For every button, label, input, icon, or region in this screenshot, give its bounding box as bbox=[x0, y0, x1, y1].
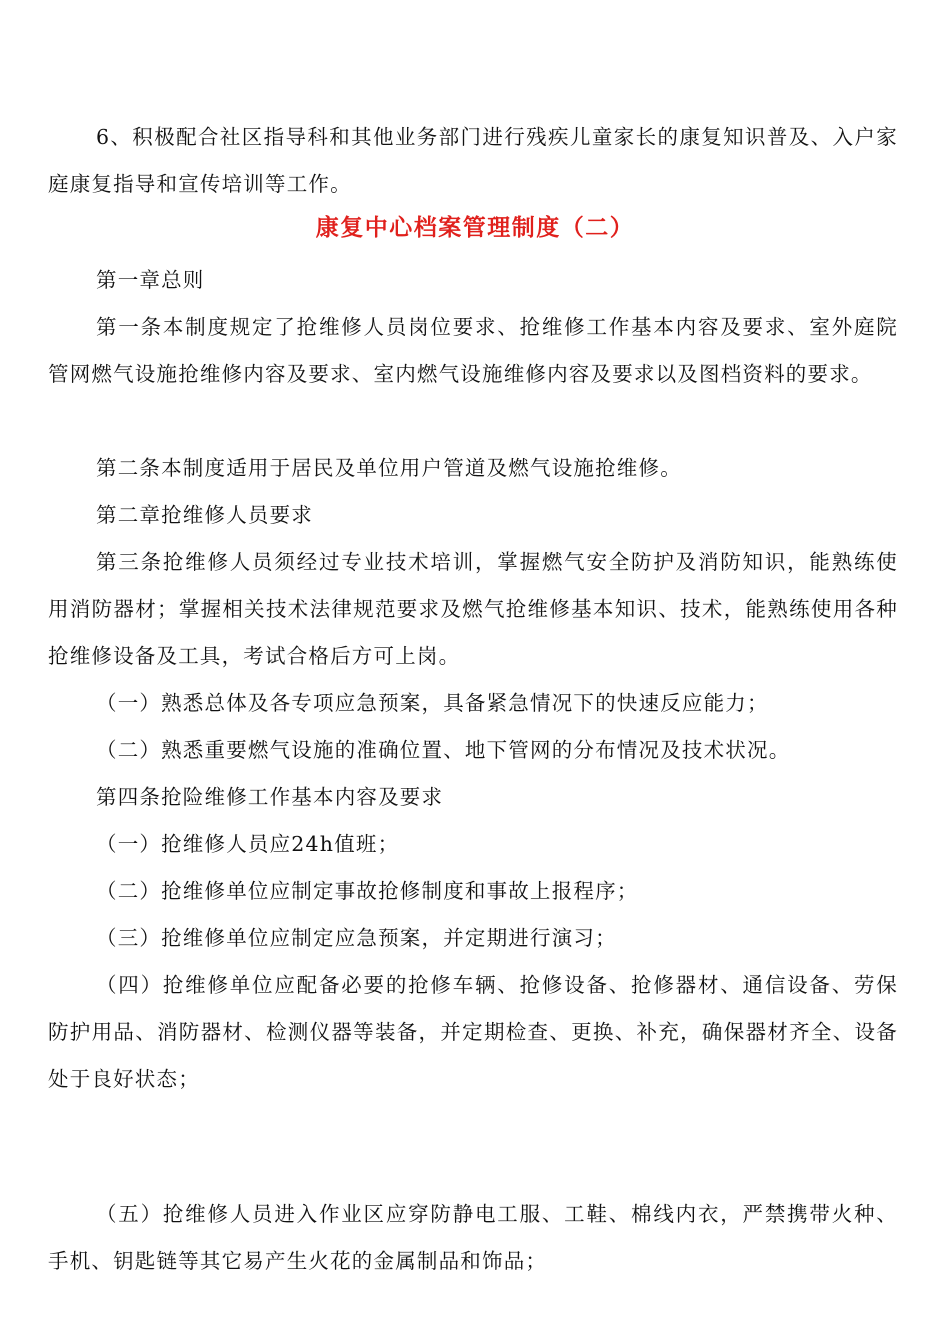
article-3: 第三条抢维修人员须经过专业技术培训，掌握燃气安全防护及消防知识，能熟练使用消防器材；掌握相关技术法律规范要求及燃气抢维修基本知识、技术，能熟练使用各种抢维修设备及工具，考试合格后方可上岗。 bbox=[48, 550, 898, 668]
article-4-item-2: （二）抢维修单位应制定事故抢修制度和事故上报程序； bbox=[96, 879, 639, 903]
article-2: 第二条本制度适用于居民及单位用户管道及燃气设施抢维修。 bbox=[96, 456, 682, 480]
chapter-heading-1: 第一章总则 bbox=[96, 268, 205, 292]
document-title: 康复中心档案管理制度（二） bbox=[315, 214, 635, 241]
article-4-item-4: （四）抢维修单位应配备必要的抢修车辆、抢修设备、抢修器材、通信设备、劳保防护用品、消防器材、检测仪器等装备，并定期检查、更换、补充，确保器材齐全、设备处于良好状态； bbox=[48, 973, 898, 1091]
article-4-item-1: （一）抢维修人员应24h值班； bbox=[96, 832, 400, 856]
article-3-item-2: （二）熟悉重要燃气设施的准确位置、地下管网的分布情况及技术状况。 bbox=[96, 738, 791, 762]
chapter-heading-2: 第二章抢维修人员要求 bbox=[96, 503, 313, 527]
intro-paragraph: 6、积极配合社区指导科和其他业务部门进行残疾儿童家长的康复知识普及、入户家庭康复指导和宣传培训等工作。 bbox=[48, 125, 898, 196]
article-4-item-3: （三）抢维修单位应制定应急预案，并定期进行演习； bbox=[96, 926, 617, 950]
article-4-item-5: （五）抢维修人员进入作业区应穿防静电工服、工鞋、棉线内衣，严禁携带火种、手机、钥匙链等其它易产生火花的金属制品和饰品； bbox=[48, 1202, 898, 1273]
article-4: 第四条抢险维修工作基本内容及要求 bbox=[96, 785, 444, 809]
article-3-item-1: （一）熟悉总体及各专项应急预案，具备紧急情况下的快速反应能力； bbox=[96, 691, 769, 715]
article-1: 第一条本制度规定了抢维修人员岗位要求、抢维修工作基本内容及要求、室外庭院管网燃气设施抢维修内容及要求、室内燃气设施维修内容及要求以及图档资料的要求。 bbox=[48, 315, 898, 386]
